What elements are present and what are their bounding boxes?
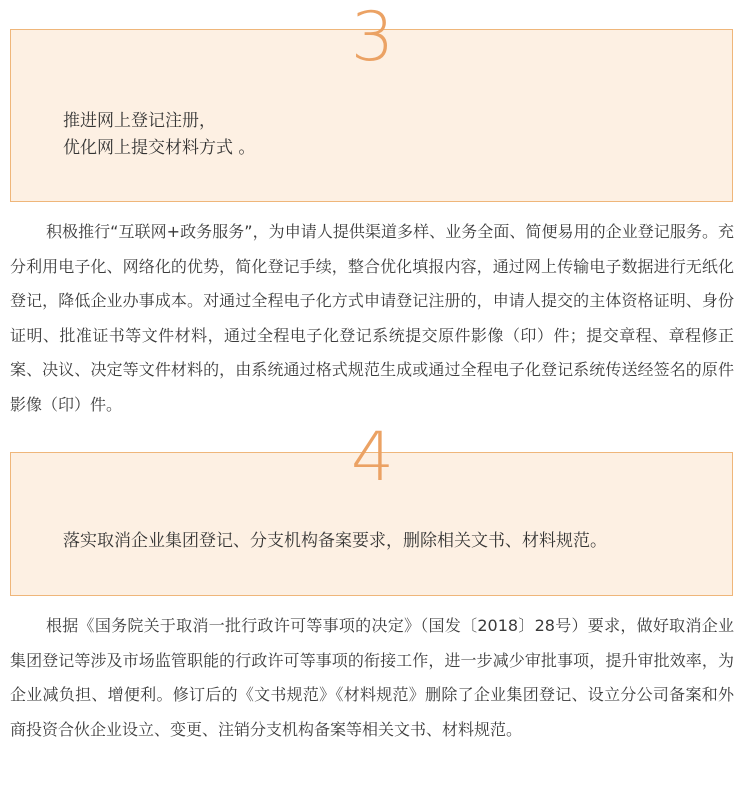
section-4-heading — [63, 528, 607, 555]
section-3-heading-line-2: 优化网上提交材料方式 。 — [63, 138, 256, 158]
section-3-body-paragraph: 积极推行“互联网+政务服务”，为申请人提供渠道多样、业务全面、简便易用的企业登记服务。充分利用电子化、网络化的优势，简化登记手续，整合优化填报内容，通过网上传输电子数据进行无纸化登记，降低企业办事成本。对通过全程电子化方式申请登记注册的，申请人提交的主体资格证明、身份证明、批准证书等文件材料，通过全程电子化登记系统提交原件影像（印）件；提交章程、章程修正案、决议、决定等文件材料的，由系统通过格式规范生成或通过全程电子化登记系统传送经签名的原件影像（印）件。 — [10, 222, 734, 414]
section-4-number: 4 — [350, 418, 395, 497]
section-3-heading — [63, 108, 255, 162]
section-4-body-paragraph: 根据《国务院关于取消一批行政许可等事项的决定》（国发〔2018〕28号）要求，做好取消企业集团登记等涉及市场监管职能的行政许可等事项的衔接工作，进一步减少审批事项，提升审批效率，为企业减负担、增便利。修订后的《文书规范》《材料规范》删除了企业集团登记、设立分公司备案和外商投资合伙企业设立、变更、注销分支机构备案等相关文书、材料规范。 — [10, 616, 734, 739]
section-3-number: 3 — [350, 0, 395, 77]
section-4-heading-line-1: 落实取消企业集团登记、分支机构备案要求，删除相关文书、材料规范。 — [63, 531, 607, 551]
section-3-heading-line-1: 推进网上登记注册， — [63, 111, 216, 131]
